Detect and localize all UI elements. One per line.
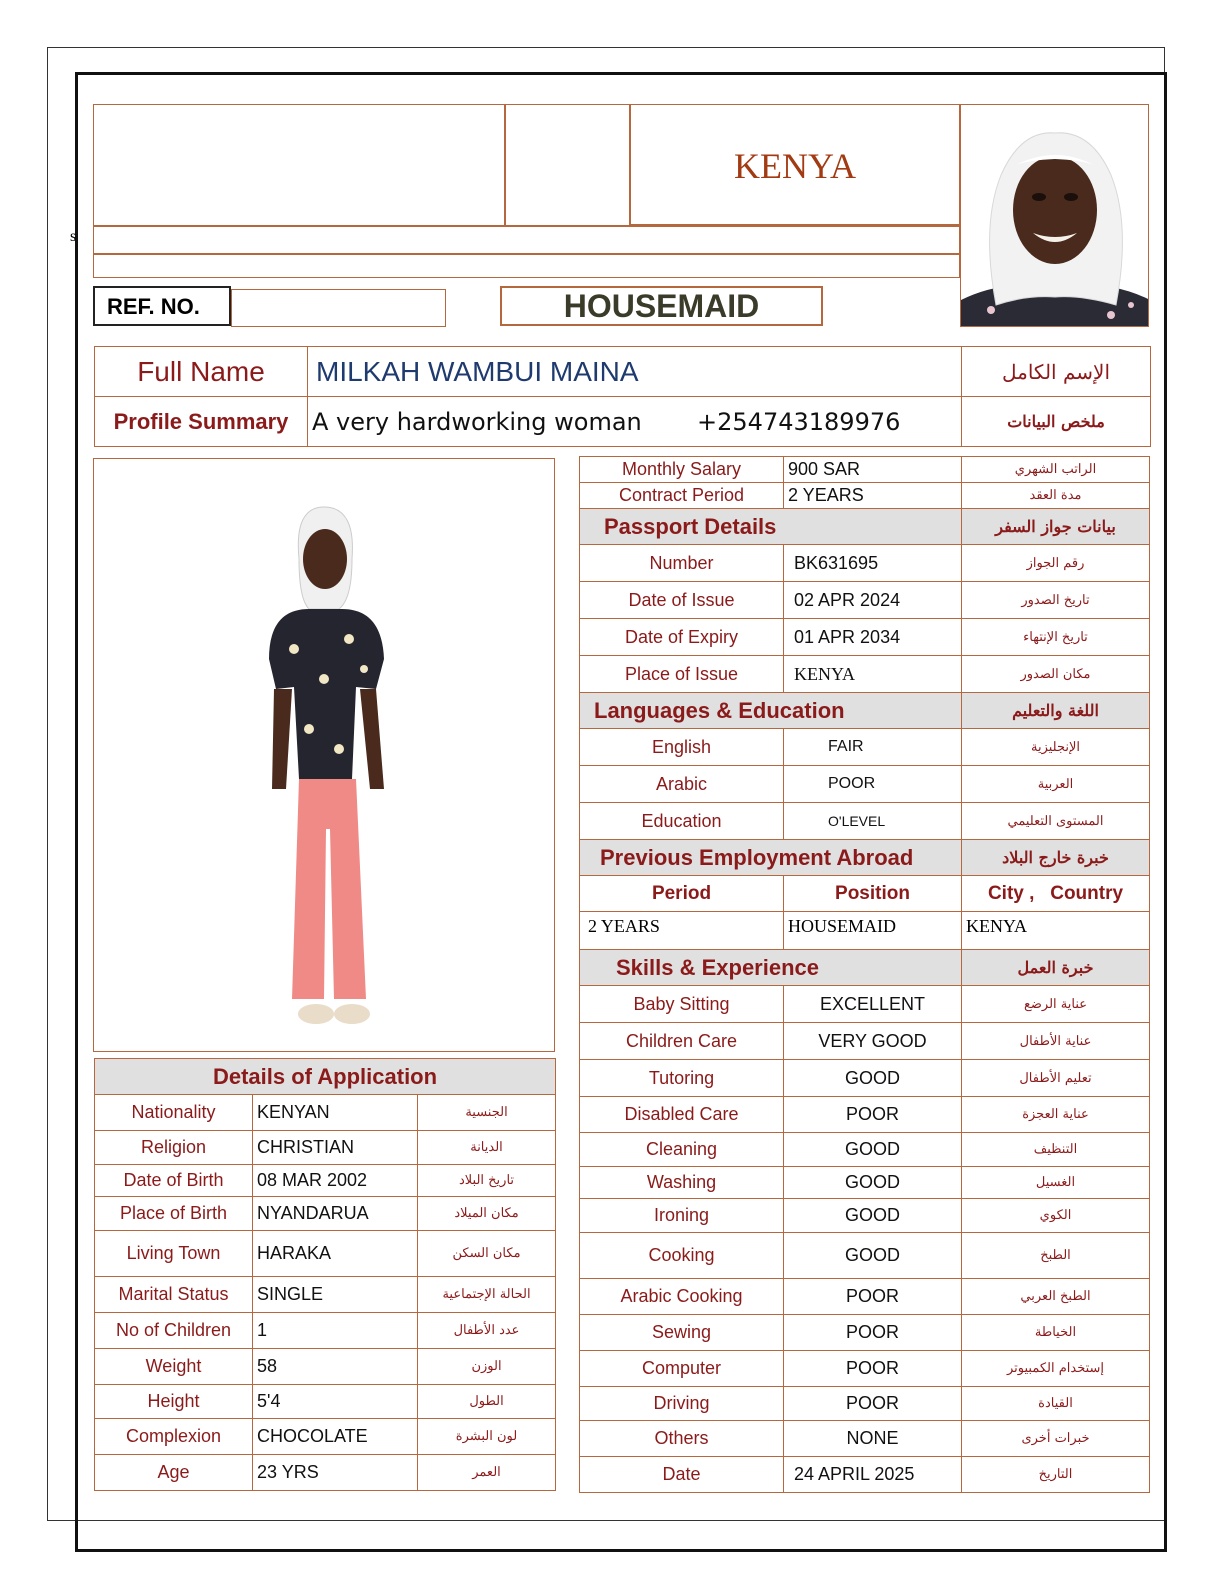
passport-row: [580, 656, 1150, 693]
cleaning-label: Cleaning: [580, 1133, 784, 1167]
skill-row: [580, 1351, 1150, 1387]
ref-no-label: REF. NO.: [93, 286, 231, 326]
languages-header-row: [580, 693, 1150, 729]
arabic-cooking-label: Arabic Cooking: [580, 1279, 784, 1315]
skill-row: [580, 1457, 1150, 1493]
age-value: 23 YRS: [253, 1455, 418, 1491]
employment-columns-row: [580, 876, 1150, 912]
application-row: [95, 1095, 556, 1131]
full-body-illustration: [94, 459, 555, 1052]
cooking-value: GOOD: [784, 1233, 962, 1279]
disabled-care-value: POOR: [784, 1097, 962, 1133]
others-value: NONE: [784, 1421, 962, 1457]
date-value: 24 APRIL 2025: [784, 1457, 962, 1493]
english-value: FAIR: [784, 729, 962, 766]
date-of-issue-ar: تاريخ الصدور: [962, 582, 1150, 619]
application-header-row: [95, 1059, 556, 1095]
date-of-birth-value: 08 MAR 2002: [253, 1165, 418, 1197]
application-table: [94, 1058, 556, 1491]
skill-row: [580, 1421, 1150, 1457]
full-name-row: [95, 347, 1151, 397]
weight-label: Weight: [95, 1349, 253, 1385]
job-title: HOUSEMAID: [500, 286, 823, 326]
height-ar: الطول: [418, 1385, 556, 1419]
contract-row: [580, 483, 1150, 509]
cooking-ar: الطبخ: [962, 1233, 1150, 1279]
others-label: Others: [580, 1421, 784, 1457]
profile-summary-value: [308, 397, 962, 447]
computer-ar: إستخدام الكمبيوتر: [962, 1351, 1150, 1387]
stray-mark: s: [70, 228, 77, 245]
living-town-label: Living Town: [95, 1231, 253, 1277]
tutoring-value: GOOD: [784, 1060, 962, 1097]
monthly-salary-value: 900 SAR: [784, 457, 962, 483]
arabic-label: Arabic: [580, 766, 784, 803]
complexion-ar: لون البشرة: [418, 1419, 556, 1455]
skill-row: [580, 1233, 1150, 1279]
complexion-value: CHOCOLATE: [253, 1419, 418, 1455]
passport-number-label: Number: [580, 545, 784, 582]
application-row: [95, 1277, 556, 1313]
contract-period-ar: مدة العقد: [962, 483, 1150, 509]
tutoring-ar: تعليم الأطفال: [962, 1060, 1150, 1097]
place-of-issue-label: Place of Issue: [580, 656, 784, 693]
education-ar: المستوى التعليمي: [962, 803, 1150, 840]
profile-summary-row: [95, 397, 1151, 447]
sewing-ar: الخياطة: [962, 1315, 1150, 1351]
employment-location: KENYA: [962, 912, 1150, 950]
application-row: [95, 1419, 556, 1455]
phone-number: +254743189976: [697, 407, 901, 436]
arabic-cooking-ar: الطبخ العربي: [962, 1279, 1150, 1315]
height-label: Height: [95, 1385, 253, 1419]
language-row: [580, 803, 1150, 840]
others-ar: خبرات أخرى: [962, 1421, 1150, 1457]
place-of-birth-value: NYANDARUA: [253, 1197, 418, 1231]
skill-row: [580, 1097, 1150, 1133]
country-box: [630, 104, 960, 226]
computer-value: POOR: [784, 1351, 962, 1387]
baby-sitting-value: EXCELLENT: [784, 986, 962, 1023]
sewing-value: POOR: [784, 1315, 962, 1351]
driving-ar: القيادة: [962, 1387, 1150, 1421]
application-row: [95, 1165, 556, 1197]
contract-row: [580, 457, 1150, 483]
identity-table: [94, 346, 1151, 447]
passport-row: [580, 545, 1150, 582]
header-strip-1: [93, 226, 960, 254]
arabic-ar: العربية: [962, 766, 1150, 803]
full-body-photo: [93, 458, 555, 1052]
cleaning-ar: التنظيف: [962, 1133, 1150, 1167]
place-of-issue-ar: مكان الصدور: [962, 656, 1150, 693]
marital-status-value: SINGLE: [253, 1277, 418, 1313]
employment-title-ar: خبرة خارج البلاد: [962, 840, 1150, 876]
skill-row: [580, 1023, 1150, 1060]
passport-title: Passport Details: [580, 509, 962, 545]
profile-summary-ar: ملخص البيانات: [962, 397, 1151, 447]
children-value: 1: [253, 1313, 418, 1349]
date-of-issue-label: Date of Issue: [580, 582, 784, 619]
languages-title: Languages & Education: [580, 693, 962, 729]
date-of-birth-label: Date of Birth: [95, 1165, 253, 1197]
arabic-value: POOR: [784, 766, 962, 803]
religion-ar: الديانة: [418, 1131, 556, 1165]
date-ar: التاريخ: [962, 1457, 1150, 1493]
baby-sitting-label: Baby Sitting: [580, 986, 784, 1023]
date-of-birth-ar: تاريخ البلاد: [418, 1165, 556, 1197]
full-name-value: MILKAH WAMBUI MAINA: [308, 347, 962, 397]
english-ar: الإنجليزية: [962, 729, 1150, 766]
monthly-salary-ar: الراتب الشهري: [962, 457, 1150, 483]
living-town-value: HARAKA: [253, 1231, 418, 1277]
country-title: KENYA: [734, 146, 856, 186]
languages-title-ar: اللغة والتعليم: [962, 693, 1150, 729]
disabled-care-label: Disabled Care: [580, 1097, 784, 1133]
full-name-label: Full Name: [95, 347, 308, 397]
marital-status-label: Marital Status: [95, 1277, 253, 1313]
children-care-value: VERY GOOD: [784, 1023, 962, 1060]
baby-sitting-ar: عناية الرضع: [962, 986, 1150, 1023]
date-of-expiry-label: Date of Expiry: [580, 619, 784, 656]
skill-row: [580, 1315, 1150, 1351]
language-row: [580, 766, 1150, 803]
education-value: O'LEVEL: [784, 803, 962, 840]
ironing-ar: الكوي: [962, 1199, 1150, 1233]
skill-row: [580, 1199, 1150, 1233]
driving-label: Driving: [580, 1387, 784, 1421]
location-column-header: City , Country: [962, 876, 1150, 912]
profile-summary-label: Profile Summary: [95, 397, 308, 447]
marital-status-ar: الحالة الإجتماعية: [418, 1277, 556, 1313]
position-column-header: Position: [784, 876, 962, 912]
skill-row: [580, 1133, 1150, 1167]
nationality-ar: الجنسية: [418, 1095, 556, 1131]
ironing-value: GOOD: [784, 1199, 962, 1233]
education-label: Education: [580, 803, 784, 840]
profile-summary-text: A very hardworking woman: [312, 407, 642, 436]
ironing-label: Ironing: [580, 1199, 784, 1233]
header-strip-2: [93, 254, 960, 278]
place-of-birth-ar: مكان الميلاد: [418, 1197, 556, 1231]
children-label: No of Children: [95, 1313, 253, 1349]
sewing-label: Sewing: [580, 1315, 784, 1351]
passport-row: [580, 582, 1150, 619]
period-column-header: Period: [580, 876, 784, 912]
application-row: [95, 1197, 556, 1231]
application-row: [95, 1385, 556, 1419]
computer-label: Computer: [580, 1351, 784, 1387]
full-name-ar: الإسم الكامل: [962, 347, 1151, 397]
english-label: English: [580, 729, 784, 766]
passport-title-ar: بيانات جواز السفر: [962, 509, 1150, 545]
tutoring-label: Tutoring: [580, 1060, 784, 1097]
living-town-ar: مكان السكن: [418, 1231, 556, 1277]
employment-title: Previous Employment Abroad: [580, 840, 962, 876]
application-row: [95, 1349, 556, 1385]
skill-row: [580, 1167, 1150, 1199]
date-of-expiry-ar: تاريخ الإنتهاء: [962, 619, 1150, 656]
application-title: Details of Application: [95, 1059, 556, 1095]
weight-value: 58: [253, 1349, 418, 1385]
passport-header-row: [580, 509, 1150, 545]
date-of-issue-value: 02 APR 2024: [784, 582, 962, 619]
ref-no-value: [231, 289, 446, 327]
disabled-care-ar: عناية العجزة: [962, 1097, 1150, 1133]
date-label: Date: [580, 1457, 784, 1493]
passport-number-value: BK631695: [784, 545, 962, 582]
application-row: [95, 1455, 556, 1491]
date-of-expiry-value: 01 APR 2034: [784, 619, 962, 656]
language-row: [580, 729, 1150, 766]
employment-period: 2 YEARS: [580, 912, 784, 950]
portrait-photo: [960, 104, 1149, 327]
skill-row: [580, 1387, 1150, 1421]
passport-row: [580, 619, 1150, 656]
monthly-salary-label: Monthly Salary: [580, 457, 784, 483]
age-ar: العمر: [418, 1455, 556, 1491]
application-row: [95, 1313, 556, 1349]
complexion-label: Complexion: [95, 1419, 253, 1455]
place-of-birth-label: Place of Birth: [95, 1197, 253, 1231]
skills-title-ar: خبرة العمل: [962, 950, 1150, 986]
employment-header-row: [580, 840, 1150, 876]
skills-title: Skills & Experience: [580, 950, 962, 986]
religion-value: CHRISTIAN: [253, 1131, 418, 1165]
nationality-label: Nationality: [95, 1095, 253, 1131]
cleaning-value: GOOD: [784, 1133, 962, 1167]
children-ar: عدد الأطفال: [418, 1313, 556, 1349]
contract-period-label: Contract Period: [580, 483, 784, 509]
employment-row: [580, 912, 1150, 950]
cooking-label: Cooking: [580, 1233, 784, 1279]
application-row: [95, 1231, 556, 1277]
skill-row: [580, 1279, 1150, 1315]
place-of-issue-value: KENYA: [784, 656, 962, 693]
header-box-middle: [505, 104, 630, 226]
application-row: [95, 1131, 556, 1165]
washing-value: GOOD: [784, 1167, 962, 1199]
religion-label: Religion: [95, 1131, 253, 1165]
washing-ar: الغسيل: [962, 1167, 1150, 1199]
skills-header-row: [580, 950, 1150, 986]
logo-box: [93, 104, 505, 226]
children-care-label: Children Care: [580, 1023, 784, 1060]
contract-period-value: 2 YEARS: [784, 483, 962, 509]
driving-value: POOR: [784, 1387, 962, 1421]
employment-position: HOUSEMAID: [784, 912, 962, 950]
weight-ar: الوزن: [418, 1349, 556, 1385]
details-table: [579, 456, 1150, 1493]
skill-row: [580, 1060, 1150, 1097]
nationality-value: KENYAN: [253, 1095, 418, 1131]
age-label: Age: [95, 1455, 253, 1491]
children-care-ar: عناية الأطفال: [962, 1023, 1150, 1060]
arabic-cooking-value: POOR: [784, 1279, 962, 1315]
portrait-photo-illustration: [961, 105, 1149, 327]
skill-row: [580, 986, 1150, 1023]
washing-label: Washing: [580, 1167, 784, 1199]
height-value: 5'4: [253, 1385, 418, 1419]
passport-number-ar: رقم الجواز: [962, 545, 1150, 582]
